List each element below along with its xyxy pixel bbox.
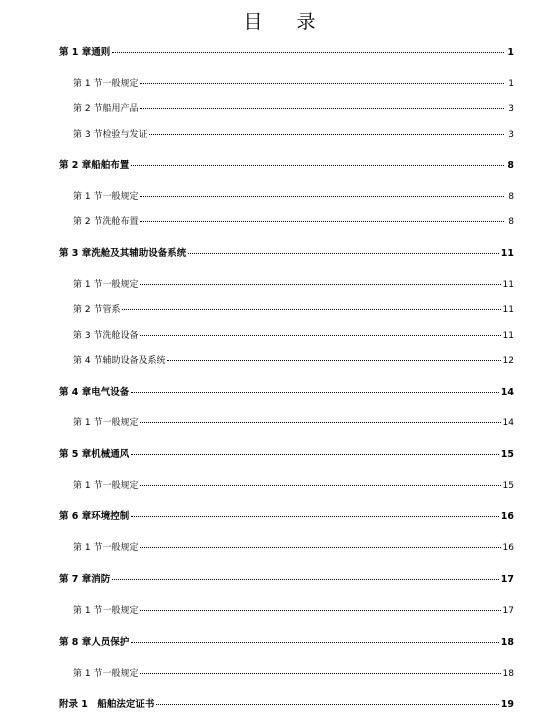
toc-section-entry[interactable] xyxy=(73,667,514,681)
dot-leader xyxy=(131,516,499,517)
toc-chapter-entry[interactable] xyxy=(59,386,514,400)
toc-chapter-entry[interactable] xyxy=(59,247,514,261)
toc-entry-label: 第 2 节船用产品 xyxy=(73,104,139,114)
toc-entry-label: 第 1 节一般规定 xyxy=(73,192,139,202)
dot-leader xyxy=(140,673,500,674)
dot-leader xyxy=(131,454,499,455)
toc-entry-label: 第 2 节管系 xyxy=(73,305,121,315)
toc-chapter-entry[interactable] xyxy=(59,510,514,524)
toc-entry-page-number: 14 xyxy=(502,418,514,428)
dot-leader xyxy=(140,108,504,109)
toc-entry-label: 第 4 章电气设备 xyxy=(59,387,130,398)
toc-entry-page-number: 8 xyxy=(508,192,514,202)
toc-entry-label: 第 3 章洗舱及其辅助设备系统 xyxy=(59,248,187,259)
toc-entry-label: 第 1 节一般规定 xyxy=(73,418,139,428)
toc-entry-page-number: 11 xyxy=(502,331,514,341)
dot-leader xyxy=(140,196,504,197)
toc-entry-page-number: 1 xyxy=(507,47,514,58)
toc-entry-label: 第 1 节一般规定 xyxy=(73,606,139,616)
toc-entry-page-number: 19 xyxy=(500,699,514,710)
dot-leader xyxy=(112,579,499,580)
dot-leader xyxy=(131,165,504,166)
toc-entry-label: 第 7 章消防 xyxy=(59,574,111,585)
dot-leader xyxy=(140,422,500,423)
toc-section-entry[interactable] xyxy=(73,190,514,204)
toc-chapter-entry[interactable] xyxy=(59,636,514,650)
toc-entry-page-number: 15 xyxy=(502,481,514,491)
toc-entry-label: 第 1 节一般规定 xyxy=(73,543,139,553)
toc-entry-label: 第 1 节一般规定 xyxy=(73,280,139,290)
toc-entry-label: 第 1 章通则 xyxy=(59,47,111,58)
toc-entry-label: 第 1 节一般规定 xyxy=(73,669,139,679)
toc-chapter-entry[interactable] xyxy=(59,573,514,587)
toc-section-entry[interactable] xyxy=(73,303,514,317)
toc-section-entry[interactable] xyxy=(73,416,514,430)
toc-entry-page-number: 3 xyxy=(508,130,514,140)
dot-leader xyxy=(140,335,500,336)
toc-entry-label: 第 2 节洗舱布置 xyxy=(73,217,139,227)
toc-section-entry[interactable] xyxy=(73,278,514,292)
toc-section-entry[interactable] xyxy=(73,77,514,91)
page-title: 目 录 xyxy=(243,11,330,33)
toc-entry-page-number: 1 xyxy=(508,79,514,89)
toc-chapter-entry[interactable] xyxy=(59,159,514,173)
toc-entry-page-number: 16 xyxy=(500,511,514,522)
toc-chapter-entry[interactable] xyxy=(59,448,514,462)
dot-leader xyxy=(140,610,500,611)
toc-section-entry[interactable] xyxy=(73,354,514,368)
toc-section-entry[interactable] xyxy=(73,329,514,343)
dot-leader xyxy=(149,134,504,135)
toc-entry-label: 附录 1 船舶法定证书 xyxy=(59,699,155,710)
toc-entry-page-number: 3 xyxy=(508,104,514,114)
dot-leader xyxy=(156,704,498,705)
toc-entry-page-number: 8 xyxy=(508,217,514,227)
toc-entry-page-number: 12 xyxy=(502,356,514,366)
toc-entry-label: 第 1 节一般规定 xyxy=(73,481,139,491)
toc-entry-page-number: 16 xyxy=(502,543,514,553)
toc-section-entry[interactable] xyxy=(73,541,514,555)
toc-entry-page-number: 15 xyxy=(500,449,514,460)
dot-leader xyxy=(188,253,499,254)
toc-entry-page-number: 11 xyxy=(502,280,514,290)
toc-entry-label: 第 3 节洗舱设备 xyxy=(73,331,139,341)
dot-leader xyxy=(140,83,504,84)
dot-leader xyxy=(131,642,499,643)
toc-section-entry[interactable] xyxy=(73,102,514,116)
toc-entry-label: 第 6 章环境控制 xyxy=(59,511,130,522)
dot-leader xyxy=(140,485,500,486)
dot-leader xyxy=(131,392,499,393)
toc-chapter-entry[interactable] xyxy=(59,46,514,60)
toc-entry-page-number: 11 xyxy=(500,248,514,259)
dot-leader xyxy=(140,547,500,548)
dot-leader xyxy=(112,52,504,53)
toc-section-entry[interactable] xyxy=(73,128,514,142)
toc-chapter-entry[interactable] xyxy=(59,698,514,712)
dot-leader xyxy=(140,284,500,285)
toc-entry-label: 第 4 节辅助设备及系统 xyxy=(73,356,166,366)
toc-entry-page-number: 14 xyxy=(500,387,514,398)
toc-entry-label: 第 2 章船舶布置 xyxy=(59,160,130,171)
dot-leader xyxy=(122,309,500,310)
toc-entry-page-number: 8 xyxy=(507,160,514,171)
toc-entry-label: 第 1 节一般规定 xyxy=(73,79,139,89)
dot-leader xyxy=(167,360,500,361)
toc-entry-label: 第 5 章机械通风 xyxy=(59,449,130,460)
toc-entry-label: 第 3 节检验与发证 xyxy=(73,130,148,140)
toc-section-entry[interactable] xyxy=(73,215,514,229)
toc-entry-page-number: 17 xyxy=(500,574,514,585)
toc-entry-page-number: 17 xyxy=(502,606,514,616)
toc-section-entry[interactable] xyxy=(73,604,514,618)
toc-entry-page-number: 11 xyxy=(502,305,514,315)
toc-entry-label: 第 8 章人员保护 xyxy=(59,637,130,648)
toc-section-entry[interactable] xyxy=(73,479,514,493)
dot-leader xyxy=(140,221,504,222)
toc-entry-page-number: 18 xyxy=(500,637,514,648)
toc-entry-page-number: 18 xyxy=(502,669,514,679)
